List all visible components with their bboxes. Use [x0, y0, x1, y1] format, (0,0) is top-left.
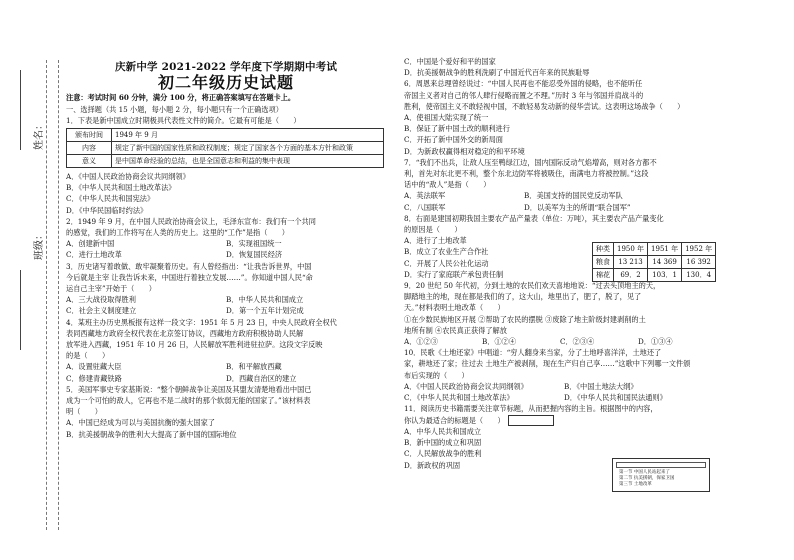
question-6-line: 6．周恩来总理曾经说过：“中国人民再也不能忍受外国的侵略，也不能听任 — [404, 79, 643, 89]
question-9-line: 9．20 世纪 50 年代初，分到土地的农民们欢天喜地地说：“过去头顶地主的天， — [404, 281, 661, 291]
table-row — [67, 155, 384, 168]
table-value: 规定了新中国的国家性质和政权制度；规定了国家各个方面的基本方针和政策 — [112, 142, 384, 155]
table-header-cell: 1952 年 — [682, 243, 716, 256]
option: C．修建青藏铁路 — [66, 373, 122, 383]
question-5-line: 成为一个可怕的敌人，它再也不是二战时的那个软弱无能的国家了。”该材料表 — [66, 396, 311, 406]
question-10-line: 10．民歌《土地还家》中唱道：“穷人翻身来当家，分了土地呼喜洋洋，土地还了 — [404, 348, 662, 358]
option: C．人民解放战争的胜利 — [404, 449, 482, 459]
table-header-cell: 1950 年 — [614, 243, 648, 256]
option: B．《中国土地法大纲》 — [564, 381, 638, 391]
question-9-condition: ①在少数民族地区开展 ②帮助了农民的摆脱 ③废除了地主阶级封建剥削的土 — [404, 314, 646, 324]
option-row — [404, 392, 730, 403]
question-2-line: 的感觉，我们的工作将写在人类的历史上。这里的“工作”是指（ ） — [66, 228, 289, 238]
table-header-cell: 种类 — [593, 243, 614, 256]
option-row — [404, 336, 730, 347]
table-key: 内容 — [67, 142, 112, 155]
option: D．抗美援朝战争的胜利洗刷了中国近代百年来的民族耻辱 — [404, 68, 590, 78]
question-3-line: 今后就是主宰 让我告诉未来，中国进行着独立发展……”。你知道中国人民“命 — [66, 272, 313, 282]
option-row — [66, 294, 386, 305]
table-cell: 69．2 — [614, 269, 648, 282]
option: A．《中国人民政治协商会议共同纲领》 — [66, 172, 190, 182]
binding-line — [46, 60, 47, 530]
table-cell: 16 392 — [682, 256, 716, 269]
question-11-line: 你认为最适合的标题是（ ） — [404, 415, 505, 425]
question-9-condition: 地所有制 ④农民真正获得了解放 — [404, 325, 507, 335]
chapter-figure — [612, 458, 710, 492]
option: B．①②④ — [482, 337, 517, 347]
option: D．新政权的巩固 — [404, 460, 461, 470]
question-5-line: 明（ ） — [66, 407, 102, 417]
option-row — [66, 305, 386, 316]
option-row — [404, 202, 730, 213]
school-exam-line: 庆新中学 2021-2022 学年度下学期期中考试 — [114, 61, 338, 73]
option: B．美国支持的国民党反动军队 — [524, 191, 623, 201]
question-2-line: 2．1949 年 9 月，在中国人民政治协商会议上，毛泽东宣布：我们有一个共同 — [66, 216, 316, 226]
option: C．社会主义制度建立 — [66, 306, 137, 316]
option: A．设置驻藏大臣 — [66, 362, 122, 372]
table-key: 颁布时间 — [67, 129, 112, 142]
option-row — [404, 190, 730, 201]
table-cell: 130．4 — [682, 269, 716, 282]
production-table — [592, 242, 716, 282]
question-4-line: 表同西藏地方政府全权代表在北京签订协议，西藏地方政府积极协助人民解 — [66, 328, 304, 338]
option: D．第一个五年计划完成 — [226, 306, 304, 316]
table-key: 意义 — [67, 155, 112, 168]
option: B．《中华人民共和国土地改革法》 — [66, 183, 176, 193]
option: B．和平解放西藏 — [226, 362, 282, 372]
table-value: 1949 年 9 月 — [112, 129, 384, 142]
option: C．进行土地改革 — [66, 250, 122, 260]
option: D．实行了家庭联产承包责任制 — [404, 269, 504, 279]
option: D．《中华民国临时约法》 — [66, 205, 148, 215]
option: A．使祖国大陆实现了统一 — [404, 113, 489, 123]
option: D．以美军为主的所谓“联合国军” — [524, 202, 631, 212]
question-4-line: 放军进入西藏，1951 年 10 月 26 日，人民解放军胜利进驻拉萨。这段文字反映 — [66, 340, 323, 350]
table-value: 是中国革命经验的总结，也是全国意志和利益的集中表现 — [112, 155, 384, 168]
option: C．《中华人民共和国土地改革法》 — [404, 393, 514, 403]
binding-line — [58, 60, 59, 530]
table-cell: 14 369 — [648, 256, 682, 269]
question-4-line: 的是（ ） — [66, 351, 110, 361]
option: B．新中国的成立和巩固 — [404, 438, 482, 448]
section-one-heading: 一、选择题（共 15 小题，每小题 2 分，每小题只有一个正确选项） — [66, 104, 283, 114]
option: D．西藏自治区的建立 — [226, 373, 297, 383]
option: C．中国是个爱好和平的国家 — [404, 57, 496, 66]
table-row — [593, 269, 716, 282]
table-header-cell: 1951 年 — [648, 243, 682, 256]
question-7-line: 利，首先对东北更不利，整个东北边防军将被吸住，南满电力将被控制。”这段 — [404, 169, 649, 179]
option-row — [66, 249, 386, 260]
option-row — [66, 373, 386, 384]
question-7-line: 7．“我们不出兵，让敌人压至鸭绿江边，国内国际反动气焰增高，则对各方都不 — [404, 157, 657, 167]
question-9-line: 天。”材料表明土地改革（ ） — [404, 303, 505, 313]
question-5-line: 5．美国军事史专家基斯说：“整个朝鲜战争让美国及其盟友清楚地看出中国已 — [66, 384, 312, 394]
question-4-line: 4．某班主办历史黑板报有这样一段文字：1951 年 5 月 23 日，中央人民政府全权代 — [66, 317, 337, 327]
option: A．进行了土地改革 — [404, 236, 467, 246]
option: A．创建新中国 — [66, 239, 115, 249]
question-10-line: 布后实现的（ ） — [404, 370, 469, 380]
table-cell: 103．1 — [648, 269, 682, 282]
option: A．《中国人民政治协商会议共同纲领》 — [404, 381, 528, 391]
option: A．中华人民共和国成立 — [404, 427, 482, 436]
figure-line: 第三节 土地改革 — [619, 482, 652, 487]
option: B．抗美援朝战争的胜利大大提高了新中国的国际地位 — [66, 429, 237, 439]
question-8-line: 的原因是（ ） — [404, 225, 462, 235]
class-label: 班级： — [34, 230, 45, 260]
left-column — [66, 56, 386, 440]
table-cell: 粮食 — [593, 256, 614, 269]
option: C．开展了人民公社化运动 — [404, 258, 489, 268]
option: A．①②③ — [404, 337, 438, 347]
question-10-line: 家，耕地还了家；往过去 土地生产被剥削，现在生产归自己享……”这歌中下列哪一文件颁 — [404, 359, 691, 369]
option: D．恢复国民经济 — [226, 250, 283, 260]
option: B．实现祖国统一 — [226, 239, 282, 249]
question-1-table — [66, 128, 384, 168]
question-11-line: 11．阅读历史书籍需要关注章节标题，从而把握内容的主旨。根据图中的内容， — [404, 404, 658, 414]
question-11-line-with-box — [404, 415, 730, 427]
option: D．为新政权赢得相对稳定的和平环境 — [404, 146, 525, 156]
option: B．保证了新中国土改的顺利进行 — [404, 124, 510, 134]
option-row — [66, 361, 386, 372]
table-header-row — [593, 243, 716, 256]
question-7-line: 话中的“敌人”是指（ ） — [404, 180, 491, 190]
exam-notice: 注意：考试时间 60 分钟，满分 100 分，将正确答案填写在答题卡上。 — [66, 93, 296, 103]
option: B．中华人民共和国成立 — [226, 295, 304, 305]
question-8-line: 8．右面是建国初期我国主要农产品产量表（单位：万吨），其主要农产品产量变化 — [404, 213, 664, 223]
option-row — [404, 381, 730, 392]
option: D．①③④ — [638, 337, 673, 347]
class-underline — [20, 270, 21, 350]
option: A．中国已经成为可以与美国抗衡的强大国家了 — [66, 418, 215, 428]
table-cell: 13 213 — [614, 256, 648, 269]
option-row — [66, 238, 386, 249]
table-row — [593, 256, 716, 269]
table-row — [67, 129, 384, 142]
question-6-line: 帝国主义者对自己的邻人肆行侵略而置之不理。”历时 3 年与邻国并肩战斗的 — [404, 90, 644, 100]
answer-blank-box — [508, 415, 554, 426]
figure-line: 第二节 抗美援朝，保家卫国 — [619, 476, 675, 481]
option: C．②③④ — [560, 337, 595, 347]
figure-line: 第一节 中国人民站起来了 — [619, 470, 670, 475]
option: B．成立了农业生产合作社 — [404, 247, 489, 257]
option: C．八国联军 — [404, 202, 446, 212]
question-6-line: 胜利，使帝国主义不敢轻视中国，不敢轻易发动新的侵华尝试。这表明这场战争（ ） — [404, 101, 685, 111]
question-3-line: 运自己主宰”开始于（ ） — [66, 284, 156, 294]
option: D．《中华人民共和国民法通则》 — [564, 393, 667, 403]
exam-title: 初二年级历史试题 — [157, 73, 294, 93]
question-1-stem: 1．下表是新中国成立时期极具代表性文件的简介。它最有可能是（ ） — [66, 115, 301, 125]
question-9-line: 脚踏地主的地，现在都是我们的了，这大山，地里出了，肥了，脱了，见了 — [404, 292, 642, 302]
binding-margin — [0, 0, 62, 560]
figure-title-blank — [616, 462, 706, 468]
table-cell: 棉花 — [593, 269, 614, 282]
table-row — [67, 142, 384, 155]
name-label: 姓名： — [34, 120, 45, 150]
option: C．开拓了新中国外交的新局面 — [404, 135, 503, 145]
option: C．《中华人民共和国宪法》 — [66, 194, 155, 204]
option: A．英法联军 — [404, 191, 446, 201]
name-underline — [20, 70, 21, 150]
option: A．三大战役取得胜利 — [66, 295, 136, 305]
question-3-line: 3．历史诸写着敢做、敢牢凝聚着历史。有人曾经指出：“让我告诉世界，中国 — [66, 261, 312, 271]
